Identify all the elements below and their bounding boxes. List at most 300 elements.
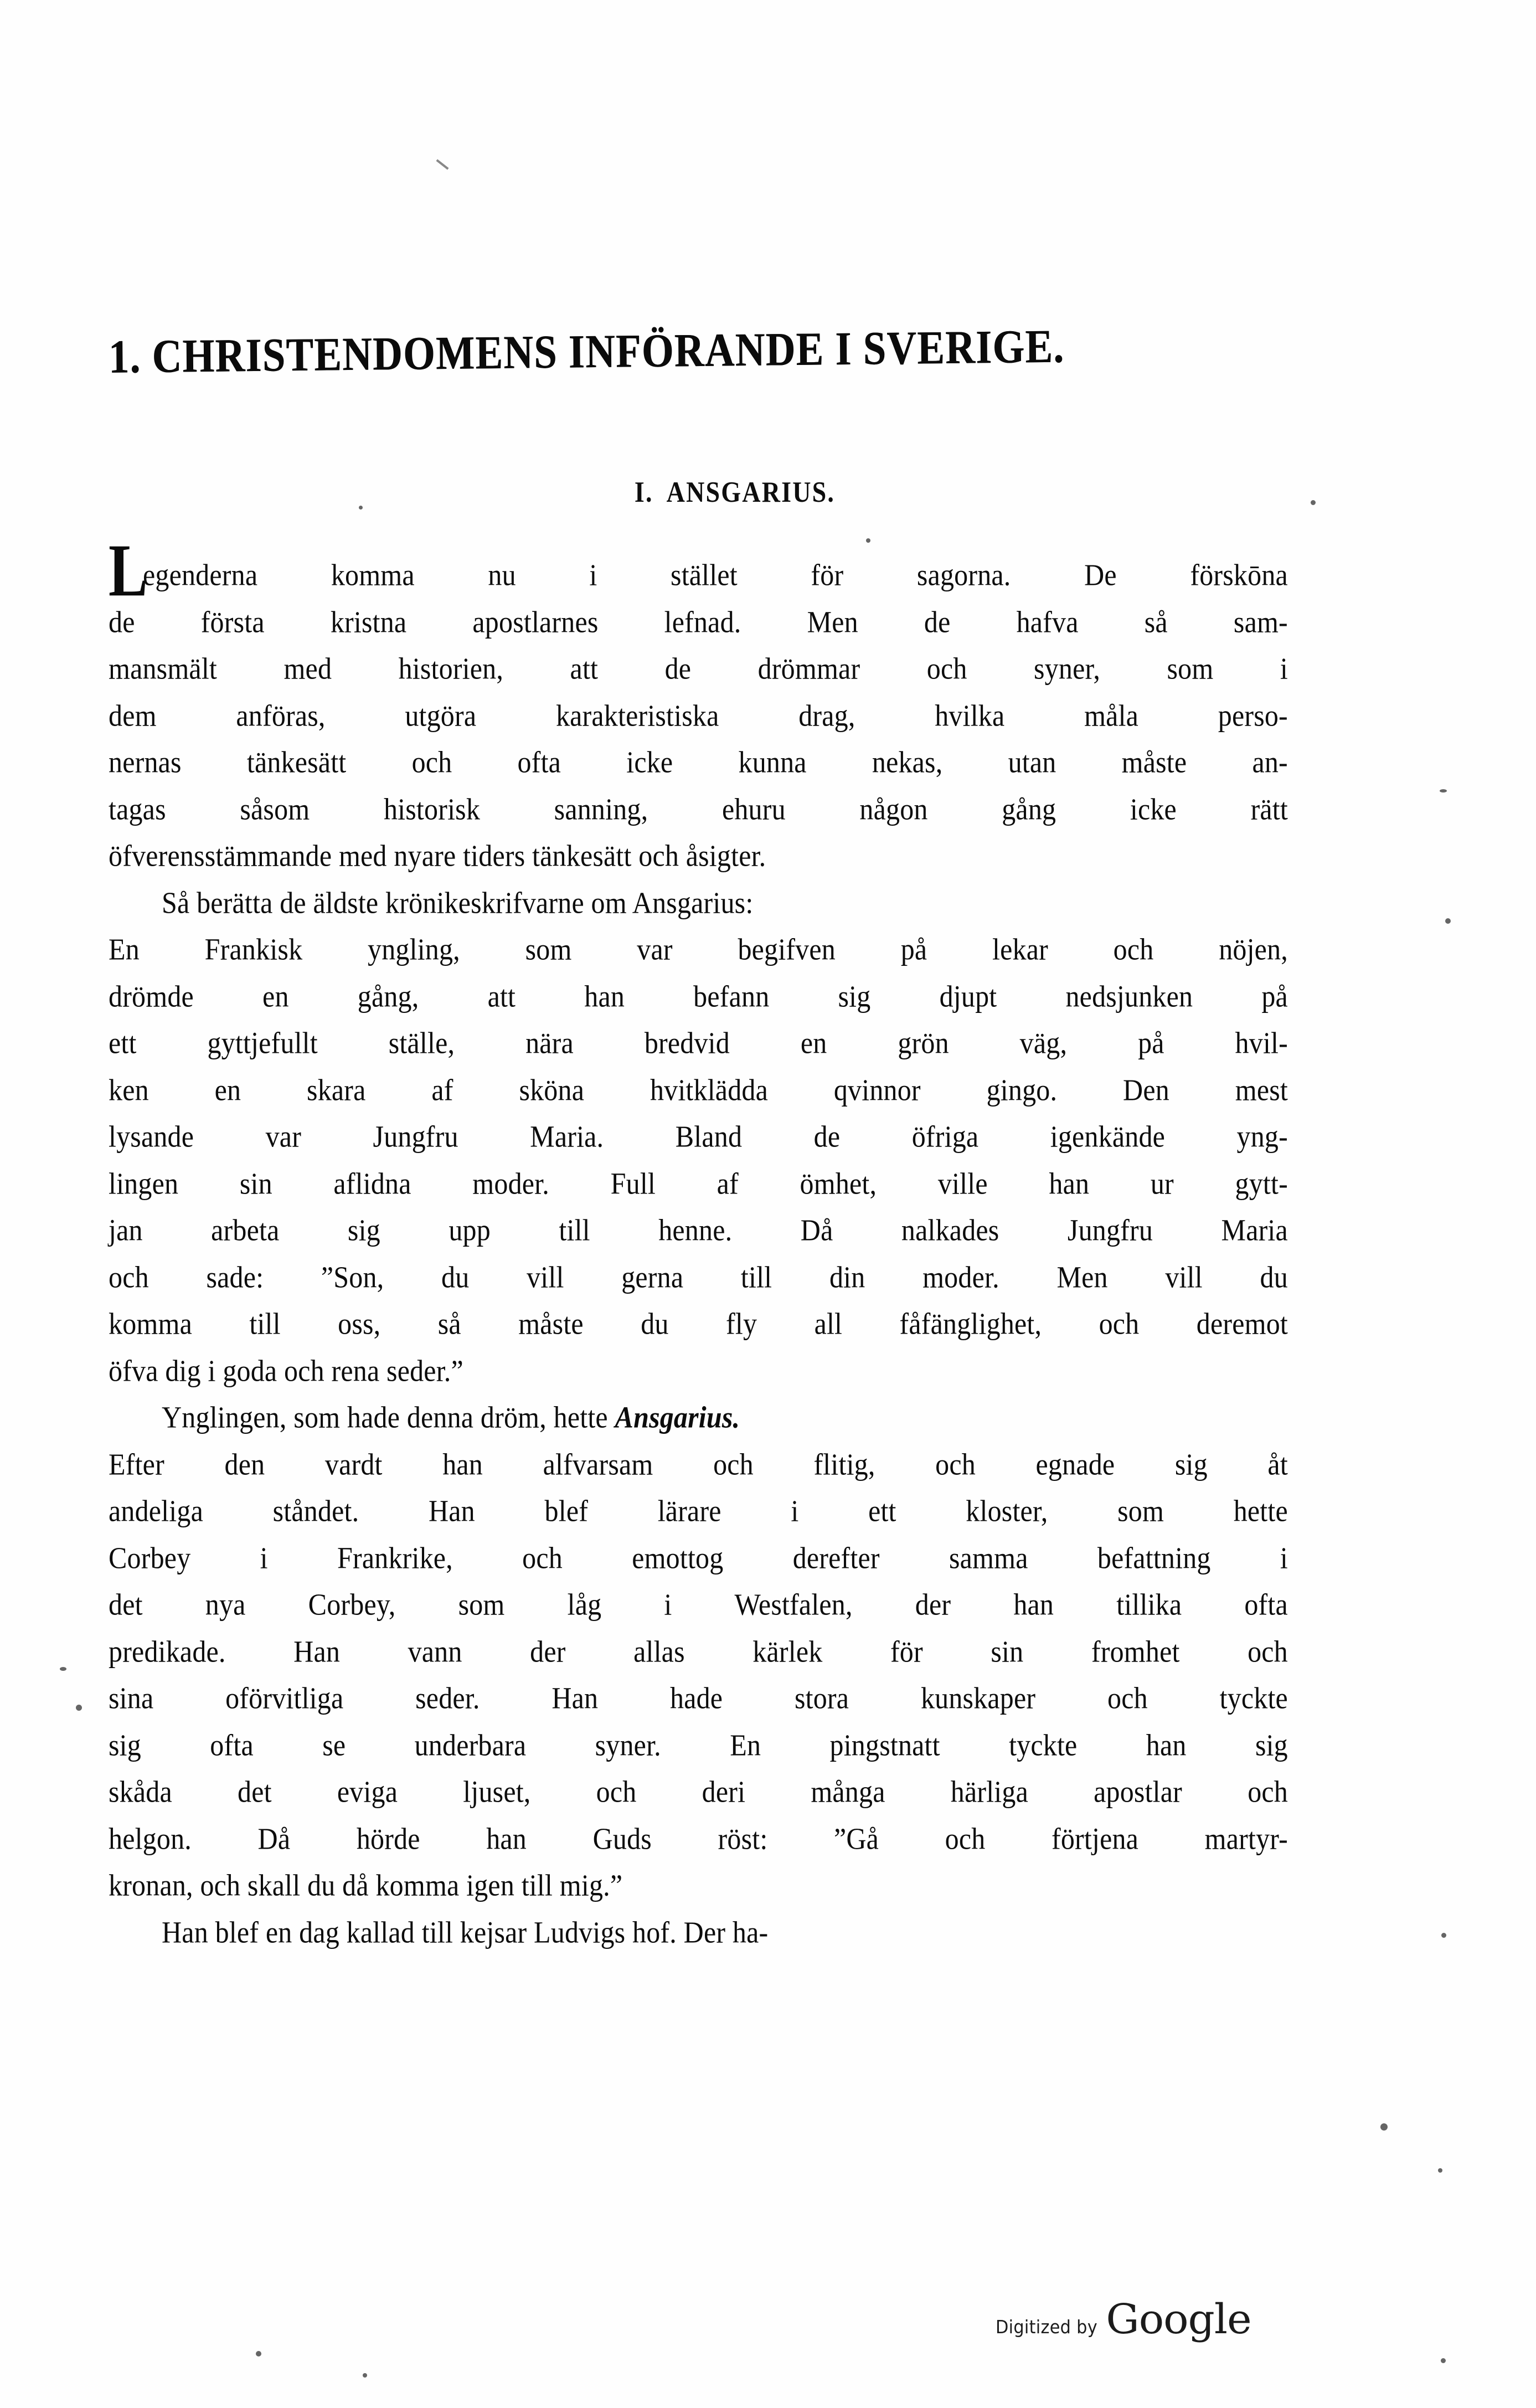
text-line: [109, 1064, 1288, 1115]
word: af: [431, 1072, 453, 1107]
text-line-content: [109, 1205, 1288, 1256]
word: gång,: [357, 979, 419, 1013]
word: derefter: [792, 1540, 880, 1575]
text-line: [109, 1345, 1288, 1396]
word: med: [284, 651, 332, 686]
word: historisk: [383, 791, 481, 826]
word: gytt-: [1235, 1166, 1288, 1201]
word: för: [890, 1634, 923, 1669]
text-line-content: [109, 1017, 1288, 1069]
word: en: [262, 979, 289, 1013]
word: icke: [626, 744, 673, 779]
word: Jungfru: [1067, 1212, 1153, 1247]
word: nalkades: [901, 1212, 999, 1247]
word: lysande: [109, 1119, 194, 1154]
text-line: [109, 1298, 1288, 1350]
scan-artifact: [1438, 2168, 1442, 2173]
word: och: [926, 651, 967, 686]
word: syner,: [1034, 651, 1101, 686]
word: kloster,: [966, 1493, 1048, 1528]
word: förtjena: [1052, 1821, 1139, 1856]
word: han: [584, 979, 625, 1013]
word: hvilka: [935, 698, 1005, 733]
word: och: [945, 1821, 986, 1856]
word: Corbey,: [308, 1587, 396, 1622]
word: Frankisk: [204, 932, 303, 966]
word: en: [214, 1072, 241, 1107]
word: der: [530, 1634, 566, 1669]
word: Bland: [675, 1119, 743, 1154]
scan-artifact: [76, 1705, 82, 1711]
word: ken: [109, 1072, 149, 1107]
word: ”Son,: [321, 1259, 384, 1294]
text-line: [109, 1532, 1288, 1583]
word: och: [596, 1774, 637, 1809]
word: på: [1138, 1025, 1164, 1060]
word: henne.: [658, 1212, 733, 1247]
text-line-content: [109, 1766, 1288, 1818]
word: att: [487, 979, 516, 1013]
text-line-content: Ynglingen, som hade denna dröm, hette Ansgarius.: [162, 1399, 740, 1434]
text-line: [109, 1438, 1288, 1490]
word: mansmält: [109, 651, 218, 686]
scan-artifact: [60, 1667, 66, 1671]
word: De: [1084, 557, 1117, 592]
word: nya: [205, 1587, 246, 1622]
word: sanning,: [554, 791, 648, 826]
word: Han: [551, 1680, 599, 1715]
word: de: [813, 1119, 841, 1154]
word: till: [559, 1212, 590, 1247]
text-line: [109, 1157, 1288, 1209]
word: drag,: [798, 698, 855, 733]
word: tagas: [109, 791, 166, 826]
scan-artifact: [1445, 918, 1451, 924]
word: han: [1013, 1587, 1054, 1622]
word: martyr-: [1204, 1821, 1288, 1856]
word: Men: [1056, 1259, 1108, 1294]
word: predikade.: [109, 1634, 226, 1669]
word: En: [730, 1727, 761, 1762]
word: fromhet: [1091, 1634, 1180, 1669]
digitized-by-google-watermark: [991, 2296, 1250, 2343]
word: sköna: [519, 1072, 585, 1107]
word: som: [1117, 1493, 1164, 1528]
word: i: [589, 557, 597, 592]
word: och: [1248, 1774, 1288, 1809]
text-line-content: [109, 1298, 1288, 1350]
word: dem: [109, 698, 157, 733]
word: en: [800, 1025, 827, 1060]
word: igenkände: [1050, 1119, 1166, 1154]
word: de: [109, 604, 135, 639]
word: nöjen,: [1219, 932, 1288, 966]
word: härliga: [950, 1774, 1028, 1809]
page-title: [108, 320, 1415, 384]
word: så: [437, 1306, 461, 1341]
text-line-content: [109, 1251, 1288, 1303]
word: deri: [702, 1774, 746, 1809]
text-line: [109, 970, 1288, 1022]
text-line-content: [109, 549, 1288, 601]
word: der: [915, 1587, 951, 1622]
word: samma: [949, 1540, 1028, 1575]
word: ur: [1150, 1166, 1174, 1201]
word: hörde: [356, 1821, 420, 1856]
word: oss,: [338, 1306, 381, 1341]
word: syner.: [595, 1727, 661, 1762]
word: yngling,: [368, 932, 460, 966]
word: flitig,: [813, 1447, 875, 1481]
word: tänkesätt: [246, 744, 347, 779]
word: var: [265, 1119, 302, 1154]
word: lekar: [992, 932, 1048, 966]
word: moder.: [922, 1259, 999, 1294]
word: lingen: [109, 1166, 179, 1201]
word: röst:: [718, 1821, 768, 1856]
word: han: [1049, 1166, 1090, 1201]
scan-artifact: [1441, 2358, 1446, 2363]
word: sig: [109, 1727, 141, 1762]
text-line-content: [109, 783, 1288, 835]
word: sade:: [206, 1259, 264, 1294]
word: hette: [1233, 1493, 1288, 1528]
word: och: [522, 1540, 563, 1575]
page-title-text: 1. CHRISTENDOMENS INFÖRANDE I SVERIGE.: [108, 320, 1065, 384]
word: drömde: [109, 979, 194, 1013]
word: han: [1146, 1727, 1187, 1762]
word: af: [717, 1166, 739, 1201]
scan-artifact: [363, 2373, 367, 2378]
word: och: [1113, 932, 1154, 966]
word: du: [641, 1306, 669, 1341]
word: kärlek: [752, 1634, 823, 1669]
word: åt: [1267, 1447, 1288, 1481]
text-line: [109, 1251, 1288, 1303]
text-line-content: Han blef en dag kallad till kejsar Ludvigs hof. Der ha-: [162, 1915, 769, 1949]
word: all: [814, 1306, 843, 1341]
text-line-content: öfverensstämmande med nyare tiders tänkesätt och åsigter.: [109, 838, 766, 873]
word: den: [224, 1447, 265, 1481]
text-line-content: [109, 1813, 1288, 1864]
word: aflidna: [333, 1166, 411, 1201]
word: sagorna.: [916, 557, 1011, 592]
word: stora: [794, 1680, 849, 1715]
word: de: [664, 651, 692, 686]
scan-artifact: [436, 159, 449, 169]
word: nära: [525, 1025, 574, 1060]
word: sig: [347, 1212, 380, 1247]
word: yng-: [1236, 1119, 1288, 1154]
word: En: [109, 932, 140, 966]
text-line-content: [109, 643, 1288, 694]
word: ett: [868, 1493, 896, 1528]
word: och: [411, 744, 452, 779]
word: i: [1280, 651, 1288, 686]
word: begifven: [738, 932, 836, 966]
word: det: [238, 1774, 272, 1809]
word: lefnad.: [664, 604, 741, 639]
word: var: [637, 932, 673, 966]
word: nu: [488, 557, 516, 592]
word: Maria.: [530, 1119, 604, 1154]
word: förskōna: [1190, 557, 1288, 592]
text-line: [109, 529, 1288, 612]
text-line-content: [109, 1532, 1288, 1583]
text-line-content: [109, 970, 1288, 1022]
word: Den: [1123, 1072, 1169, 1107]
text-line: [109, 1719, 1288, 1771]
text-line-content: öfva dig i goda och rena seder.”: [109, 1353, 463, 1388]
text-line-content: kronan, och skall du då komma igen till mig.”: [109, 1867, 623, 1902]
word: pingstnatt: [829, 1727, 940, 1762]
word: ståndet.: [272, 1493, 359, 1528]
word: Då: [257, 1821, 291, 1856]
word: moder.: [472, 1166, 549, 1201]
text-line: [109, 596, 1288, 647]
word: ehuru: [721, 791, 786, 826]
word: jan: [109, 1212, 143, 1247]
word: Corbey: [109, 1540, 191, 1575]
word: ofta: [210, 1727, 254, 1762]
word: Men: [807, 604, 858, 639]
text-line-content: [109, 1111, 1288, 1162]
word: sina: [109, 1680, 154, 1715]
word: så: [1144, 604, 1168, 639]
word: andeliga: [109, 1493, 203, 1528]
text-line: [109, 1205, 1288, 1256]
word: och: [713, 1447, 754, 1481]
text-line: [109, 877, 1288, 928]
word: fly: [726, 1306, 757, 1341]
word: han: [442, 1447, 483, 1481]
word: mest: [1235, 1072, 1288, 1107]
word: i: [791, 1493, 799, 1528]
word: arbeta: [211, 1212, 280, 1247]
text-line: [109, 643, 1288, 694]
word: Guds: [592, 1821, 652, 1856]
text-line: [109, 1625, 1288, 1677]
text-line: [109, 1579, 1288, 1630]
word: Då: [800, 1212, 833, 1247]
word: historien,: [398, 651, 504, 686]
text-line: [109, 690, 1288, 741]
word: ofta: [1244, 1587, 1288, 1622]
word: icke: [1130, 791, 1177, 826]
word: vill: [527, 1259, 564, 1294]
word: Frankrike,: [337, 1540, 453, 1575]
word: blef: [544, 1493, 589, 1528]
text-line: [109, 1017, 1288, 1069]
word: hafva: [1016, 604, 1079, 639]
word: väg,: [1019, 1025, 1068, 1060]
word: tyckte: [1219, 1680, 1288, 1715]
word: rätt: [1250, 791, 1288, 826]
word: ett: [109, 1025, 137, 1060]
text-line-content: [109, 1064, 1288, 1115]
word: befattning: [1097, 1540, 1211, 1575]
word: som: [525, 932, 572, 966]
word: lärare: [657, 1493, 721, 1528]
word: bredvid: [644, 1025, 730, 1060]
word: drömmar: [757, 651, 860, 686]
section-numeral: I.: [634, 476, 653, 508]
word: nernas: [109, 744, 182, 779]
word: nekas,: [872, 744, 943, 779]
word: Han: [428, 1493, 475, 1528]
word: på: [1261, 979, 1288, 1013]
word: sig: [1174, 1447, 1208, 1481]
word: han: [486, 1821, 527, 1856]
word: eviga: [337, 1774, 398, 1809]
scan-artifact: [1440, 789, 1447, 793]
word: nedsjunken: [1065, 979, 1193, 1013]
word: Efter: [109, 1447, 164, 1481]
text-line-content: [109, 1485, 1288, 1537]
text-line-content: [109, 737, 1288, 788]
word: gerna: [621, 1259, 684, 1294]
google-logo: Google: [1106, 2296, 1251, 2343]
scan-artifact: [1380, 2123, 1388, 2131]
text-line: [109, 1485, 1288, 1537]
word: och: [1107, 1680, 1148, 1715]
word: ställe,: [388, 1025, 455, 1060]
word: befann: [693, 979, 770, 1013]
word: såsom: [240, 791, 310, 826]
word: djupt: [939, 979, 997, 1013]
word: och: [935, 1447, 976, 1481]
word: som: [1167, 651, 1214, 686]
word: öfriga: [911, 1119, 979, 1154]
text-line: [109, 1111, 1288, 1162]
italic-name: Ansgarius.: [615, 1399, 740, 1434]
word: din: [829, 1259, 865, 1294]
word: utan: [1008, 744, 1056, 779]
word: perso-: [1218, 698, 1288, 733]
word: komma: [331, 557, 415, 592]
text-line: [109, 1860, 1288, 1911]
text-line: [109, 830, 1288, 882]
body-text: [109, 529, 1288, 1958]
text-line: [109, 1906, 1288, 1958]
word: underbara: [414, 1727, 527, 1762]
word: låg: [567, 1587, 602, 1622]
word: ljuset,: [463, 1774, 531, 1809]
word: vann: [408, 1634, 462, 1669]
text-line-content: [109, 924, 1288, 975]
word: deremot: [1196, 1306, 1288, 1341]
text-line: [109, 1813, 1288, 1864]
word: tyckte: [1009, 1727, 1078, 1762]
word: kunskaper: [920, 1680, 1036, 1715]
word: att: [570, 651, 599, 686]
text-line: [109, 1392, 1288, 1443]
text-line-content: [109, 690, 1288, 741]
word: många: [811, 1774, 885, 1809]
text-line-content: [109, 1719, 1288, 1771]
word: det: [109, 1587, 143, 1622]
word: som: [458, 1587, 505, 1622]
word: sig: [1255, 1727, 1288, 1762]
word: du: [1260, 1259, 1288, 1294]
word: seder.: [415, 1680, 480, 1715]
word: skåda: [109, 1774, 172, 1809]
word: och: [109, 1259, 149, 1294]
drop-cap: L: [109, 529, 148, 612]
word: apostlar: [1094, 1774, 1183, 1809]
word: på: [900, 932, 927, 966]
scan-artifact: [1441, 1933, 1446, 1938]
word: vill: [1165, 1259, 1203, 1294]
word: gång: [1002, 791, 1056, 826]
word: sin: [991, 1634, 1024, 1669]
word: ville: [937, 1166, 988, 1201]
text-line: [109, 783, 1288, 835]
word: Full: [610, 1166, 656, 1201]
text-line: [109, 737, 1288, 788]
word: utgöra: [405, 698, 477, 733]
word: kunna: [738, 744, 807, 779]
word: karakteristiska: [555, 698, 719, 733]
word: kristna: [330, 604, 407, 639]
text-line-content: [109, 1579, 1288, 1630]
word: till: [740, 1259, 772, 1294]
word: apostlarnes: [472, 604, 599, 639]
word: och: [1248, 1634, 1288, 1669]
word: första: [200, 604, 265, 639]
word: alfvarsam: [543, 1447, 653, 1481]
text-line: [109, 1673, 1288, 1724]
word: ”Gå: [833, 1821, 879, 1856]
word: sig: [838, 979, 871, 1013]
section-heading: [0, 475, 1536, 508]
word: komma: [109, 1306, 192, 1341]
word: måste: [1121, 744, 1187, 779]
word: se: [322, 1727, 346, 1762]
word: sam-: [1233, 604, 1288, 639]
word: Westfalen,: [734, 1587, 853, 1622]
word: an-: [1252, 744, 1288, 779]
word: ofta: [517, 744, 561, 779]
word: sin: [239, 1166, 272, 1201]
section-name: ANSGARIUS.: [666, 476, 836, 508]
scan-artifact: [256, 2351, 261, 2356]
word: hvitklädda: [650, 1072, 768, 1107]
watermark-prefix: Digitized by: [995, 2316, 1097, 2338]
word: vardt: [324, 1447, 383, 1481]
word: gyttjefullt: [207, 1025, 318, 1060]
text-line-content: [109, 1625, 1288, 1677]
text-line: [109, 924, 1288, 975]
word: fåfänglighet,: [899, 1306, 1042, 1341]
word: grön: [898, 1025, 949, 1060]
word: Jungfru: [373, 1119, 458, 1154]
word: måla: [1084, 698, 1139, 733]
word: i: [1280, 1540, 1288, 1575]
text-line-content: [109, 1157, 1288, 1209]
word: skara: [307, 1072, 366, 1107]
word: qvinnor: [833, 1072, 921, 1107]
text-line-content: [109, 1673, 1288, 1724]
word: tillika: [1116, 1587, 1182, 1622]
word: i: [664, 1587, 672, 1622]
word: till: [249, 1306, 281, 1341]
text-line: [109, 1766, 1288, 1818]
word: stället: [671, 557, 738, 592]
word: allas: [633, 1634, 685, 1669]
word: och: [1099, 1306, 1140, 1341]
text-line-content: Så berätta de äldste krönikeskrifvarne om Ansgarius:: [162, 885, 754, 920]
